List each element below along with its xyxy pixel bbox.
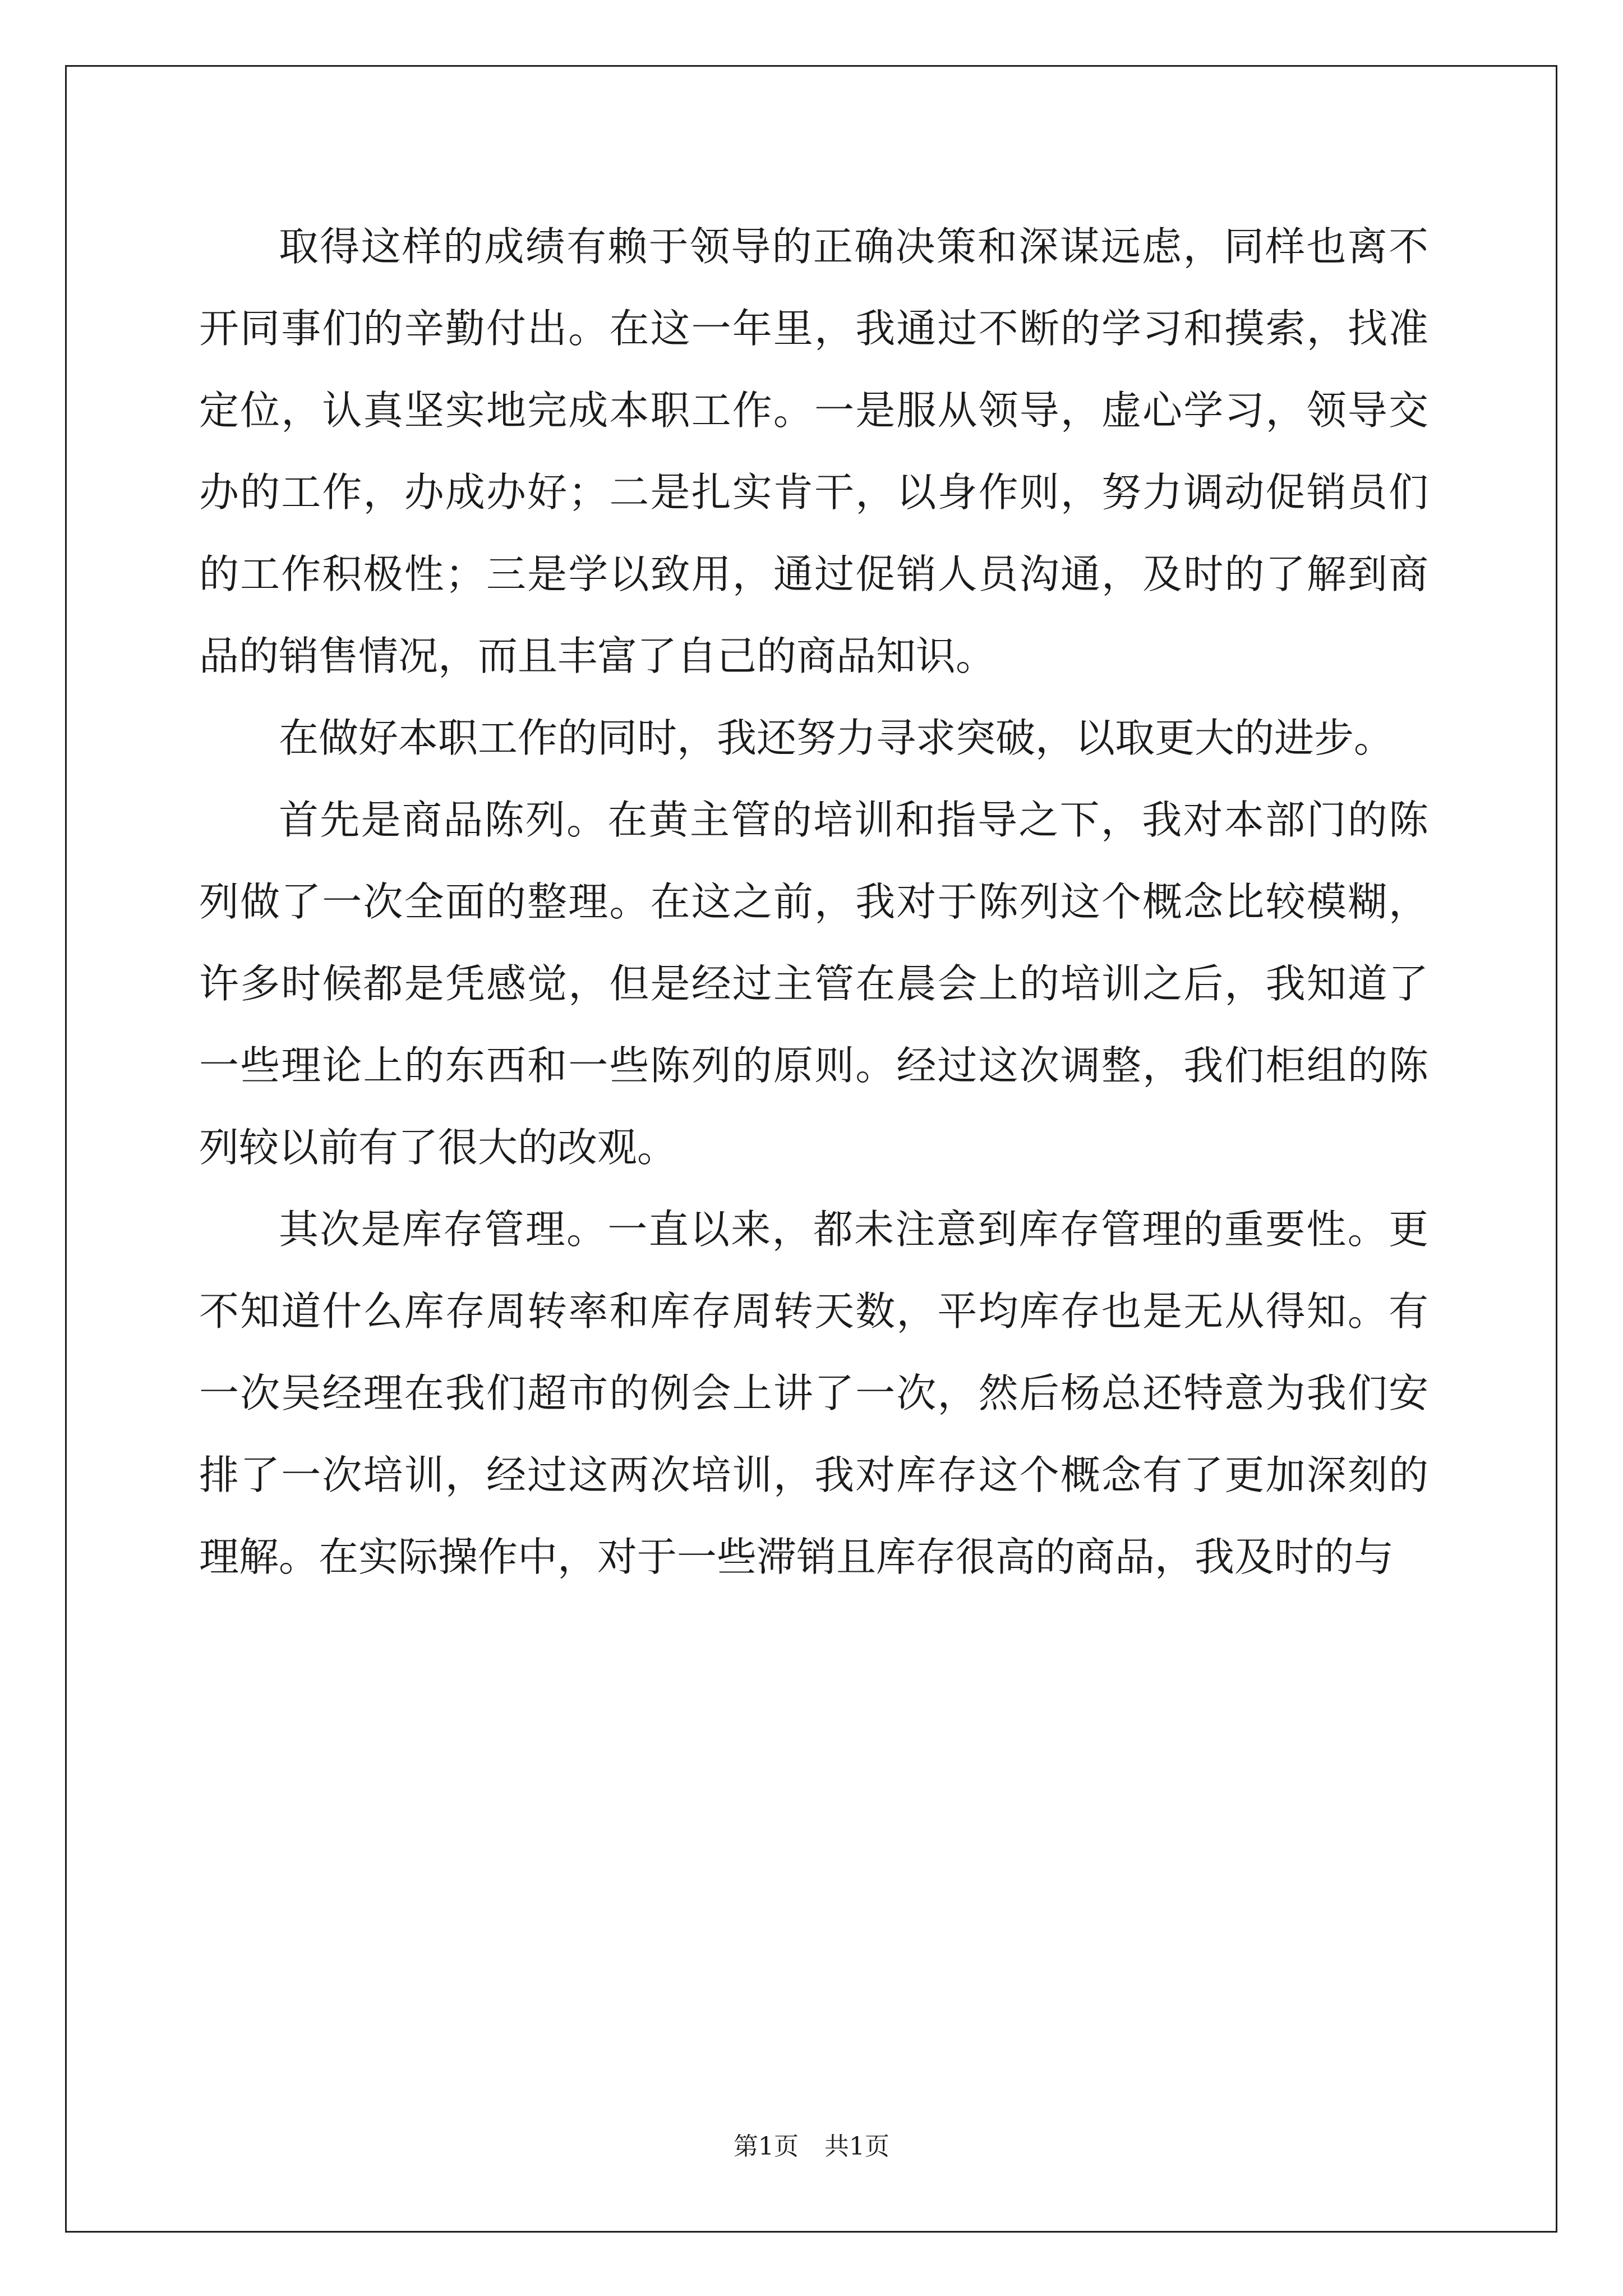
page-footer [0,2126,1623,2162]
page-total: 共1页 [824,2132,889,2161]
paragraph-2: 在做好本职工作的同时，我还努力寻求突破，以取更大的进步。 [279,715,1394,761]
document-body [199,206,1428,1598]
paragraph-4: 其次是库存管理。一直以来，都未注意到库存管理的重要性。更不知道什么库存周转率和库存周转天数，平均库存也是无从得知。有一次吴经理在我们超市的例会上讲了一次，然后杨总还特意为我们安排了一次培训，经过这两次培训，我对库存这个概念有了更加深刻的理解。在实际操作中，对于一些滞销且库存很高的商品，我及时的与 [199,1206,1428,1580]
paragraph-3: 首先是商品陈列。在黄主管的培训和指导之下，我对本部门的陈列做了一次全面的整理。在这之前，我对于陈列这个概念比较模糊，许多时候都是凭感觉，但是经过主管在晨会上的培训之后，我知道了一些理论上的东西和一些陈列的原则。经过这次调整，我们柜组的陈列较以前有了很大的改观。 [199,797,1428,1171]
page-number: 第1页 [734,2132,799,2161]
paragraph-1: 取得这样的成绩有赖于领导的正确决策和深谋远虑，同样也离不开同事们的辛勤付出。在这一年里，我通过不断的学习和摸索，找准定位，认真坚实地完成本职工作。一是服从领导，虚心学习，领导交办的工作，办成办好；二是扎实肯干，以身作则，努力调动促销员们的工作积极性；三是学以致用，通过促销人员沟通，及时的了解到商品的销售情况，而且丰富了自己的商品知识。 [199,223,1428,679]
